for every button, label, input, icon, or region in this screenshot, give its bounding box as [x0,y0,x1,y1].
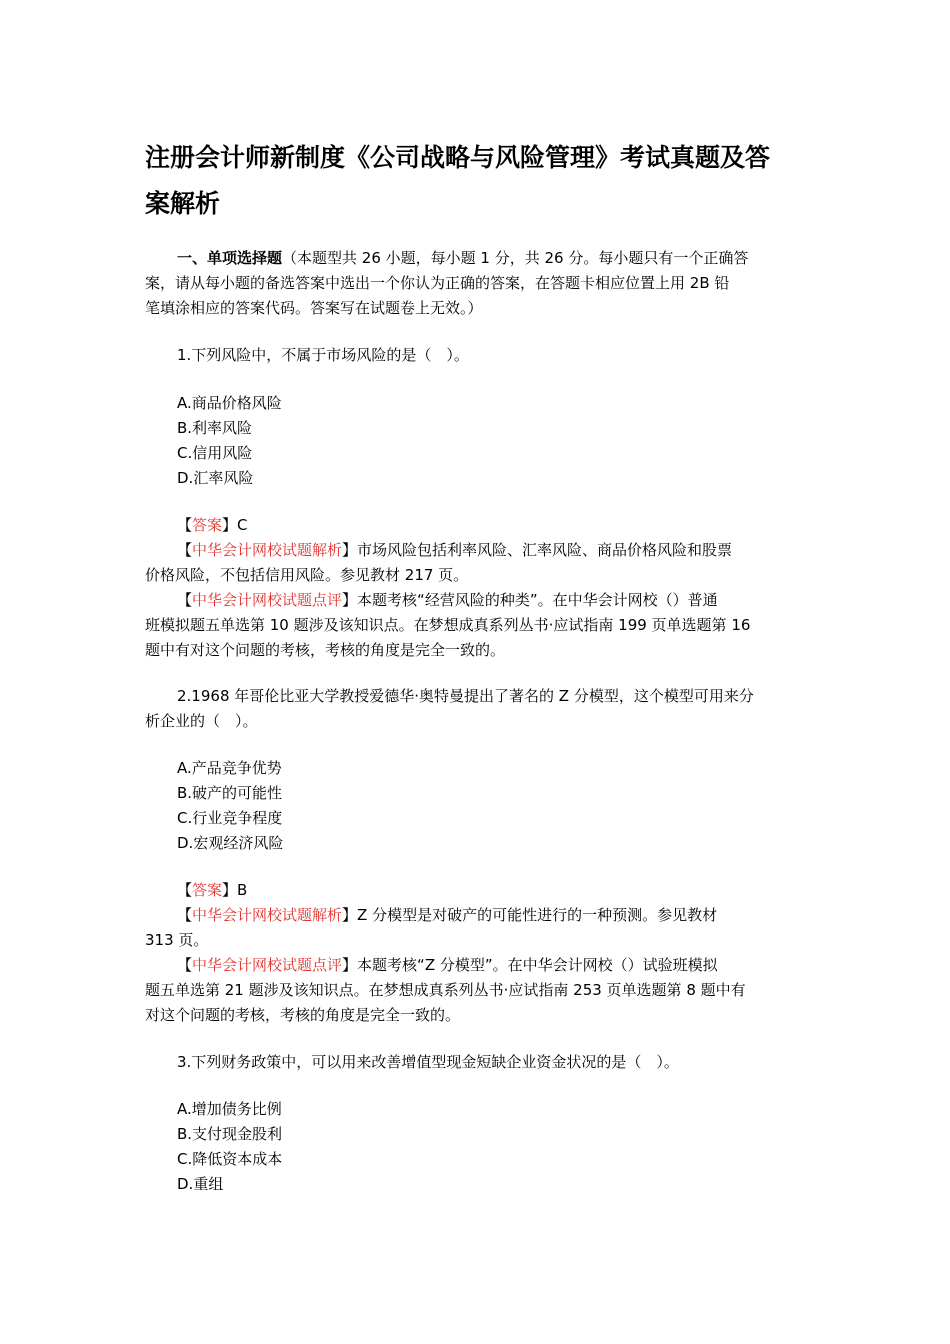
question-2-review-line-1: 【中华会计网校试题点评】本题考核“Z 分模型”。在中华会计网校（）试验班模拟 [177,956,718,974]
section-intro-line-3: 笔填涂相应的答案代码。答案写在试题卷上无效。） [145,299,483,317]
question-3-option-a: A.增加债务比例 [177,1100,282,1118]
question-1-answer: 【答案】C [177,516,248,534]
question-2-review-line-3: 对这个问题的考核，考核的角度是完全一致的。 [145,1006,461,1024]
answer-label: 答案 [192,516,223,534]
question-3-option-c: C.降低资本成本 [177,1150,283,1168]
question-1-option-c: C.信用风险 [177,444,253,462]
question-1-stem: 1.下列风险中，不属于市场风险的是（ ）。 [177,346,469,364]
analysis-label: 中华会计网校试题解析 [192,906,343,924]
question-1-analysis-line-1: 【中华会计网校试题解析】市场风险包括利率风险、汇率风险、商品价格风险和股票 [177,541,733,559]
answer-value: B [237,881,248,899]
review-label: 中华会计网校试题点评 [192,591,343,609]
question-2-stem-line-1: 2.1968 年哥伦比亚大学教授爱德华·奥特曼提出了著名的 Z 分模型，这个模型可用来分 [177,687,754,705]
question-3-stem: 3.下列财务政策中，可以用来改善增值型现金短缺企业资金状况的是（ ）。 [177,1053,679,1071]
question-3-option-b: B.支付现金股利 [177,1125,283,1143]
section-intro-line-1 [177,248,748,268]
review-label: 中华会计网校试题点评 [192,956,343,974]
section-heading: 一、单项选择题 [177,249,283,267]
question-2-option-d: D.宏观经济风险 [177,834,284,852]
document-title-line-2: 案解析 [145,189,221,218]
question-1-review-line-2: 班模拟题五单选第 10 题涉及该知识点。在梦想成真系列丛书·应试指南 199 页单选题第 16 [145,616,751,634]
answer-value: C [237,516,248,534]
question-2-analysis-line-1: 【中华会计网校试题解析】Z 分模型是对破产的可能性进行的一种预测。参见教材 [177,906,718,924]
question-2-answer: 【答案】B [177,881,248,899]
question-1-option-a: A.商品价格风险 [177,394,282,412]
question-3-option-d: D.重组 [177,1175,224,1193]
section-intro-line-2: 案，请从每小题的备选答案中选出一个你认为正确的答案，在答题卡相应位置上用 2B 铅 [145,274,730,292]
question-2-stem-line-2: 析企业的（ ）。 [145,712,258,730]
question-1-option-d: D.汇率风险 [177,469,254,487]
question-2-option-c: C.行业竞争程度 [177,809,283,827]
answer-label: 答案 [192,881,223,899]
question-1-option-b: B.利率风险 [177,419,253,437]
section-intro-text: （本题型共 26 小题，每小题 1 分，共 26 分。每小题只有一个正确答 [282,249,749,267]
question-1-analysis-line-2: 价格风险，不包括信用风险。参见教材 217 页。 [145,566,469,584]
question-2-analysis-line-2: 313 页。 [145,931,209,949]
analysis-label: 中华会计网校试题解析 [192,541,343,559]
question-2-review-line-2: 题五单选第 21 题涉及该知识点。在梦想成真系列丛书·应试指南 253 页单选题第 8 题中有 [145,981,746,999]
question-1-review-line-3: 题中有对这个问题的考核，考核的角度是完全一致的。 [145,641,506,659]
question-1-review-line-1: 【中华会计网校试题点评】本题考核“经营风险的种类”。在中华会计网校（）普通 [177,591,718,609]
question-2-option-a: A.产品竞争优势 [177,759,282,777]
question-2-option-b: B.破产的可能性 [177,784,283,802]
document-title-line-1: 注册会计师新制度《公司战略与风险管理》考试真题及答 [145,143,771,172]
